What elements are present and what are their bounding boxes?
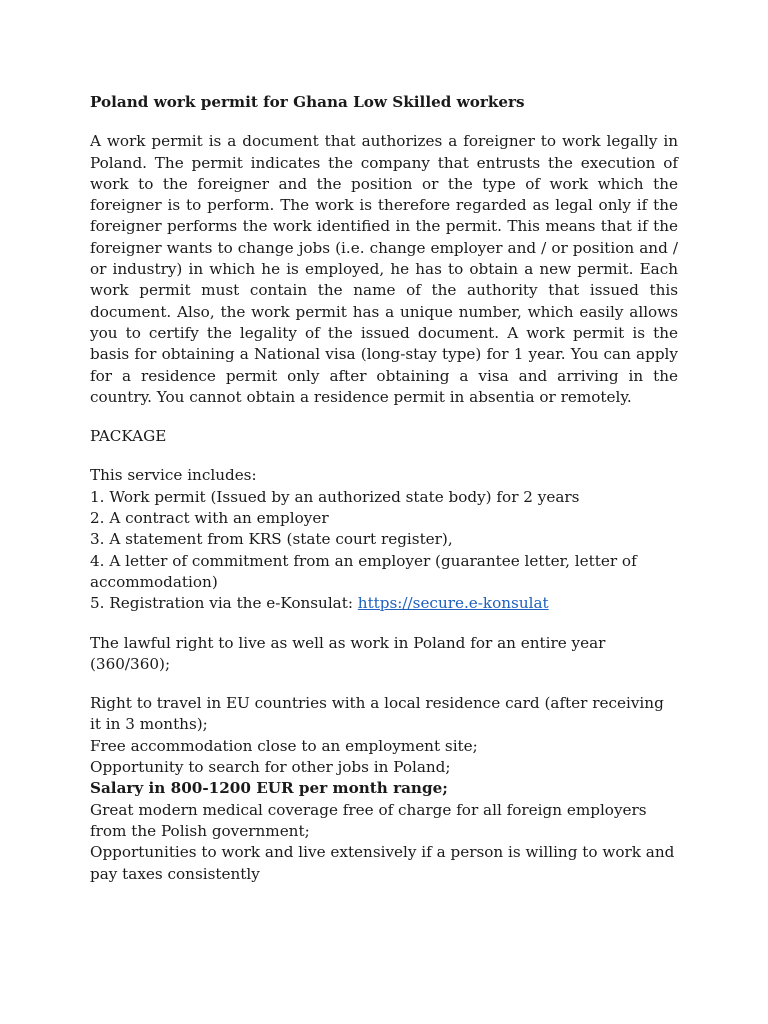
services-intro: This service includes: <box>90 466 257 485</box>
benefit-work-opportunities: Opportunities to work and live extensively if a person is willing to work and pay taxes consistently <box>90 843 675 883</box>
service-item-contract: 2. A contract with an employer <box>90 509 329 528</box>
benefit-free-accommodation: Free accommodation close to an employment site; <box>90 736 478 755</box>
service-item-registration <box>90 593 678 614</box>
service-item-work-permit: 1. Work permit (Issued by an authorized state body) for 2 years <box>90 487 580 506</box>
document-title: Poland work permit for Ghana Low Skilled workers <box>90 93 525 111</box>
salary-range: Salary in 800-1200 EUR per month range; <box>90 779 448 798</box>
benefit-job-search: Opportunity to search for other jobs in Poland; <box>90 758 451 777</box>
registration-label: 5. Registration via the e-Konsulat: <box>90 594 358 613</box>
benefit-eu-travel: Right to travel in EU countries with a local residence card (after receiving it in 3 months); <box>90 694 664 734</box>
package-heading: PACKAGE <box>90 427 167 446</box>
document-page <box>90 92 678 903</box>
benefit-medical-coverage: Great modern medical coverage free of charge for all foreign employers from the Polish government; <box>90 800 647 840</box>
service-item-letter-of-commitment: 4. A letter of commitment from an employer (guarantee letter, letter of accommodation) <box>90 551 637 591</box>
benefits-section <box>90 693 678 885</box>
e-konsulat-link[interactable]: https://secure.e-konsulat <box>357 594 549 613</box>
intro-paragraph: A work permit is a document that authorizes a foreigner to work legally in Poland. The permit indicates the company that entrusts the execution of work to the foreigner and the position or the type of work which the foreigner is to perform. The work is therefore regarded as legal only if the foreigner performs the work identified in the permit. This means that if the foreigner wants to change jobs (i.e. change employer and / or position and / or industry) in which he is employed, he has to obtain a new permit. Each work permit must contain the name of the authority that issued this document. Also, the work permit has a unique number, which easily allows you to certify the legality of the issued document. A work permit is the basis for obtaining a National visa (long-stay type) for 1 year. You can apply for a residence permit only after obtaining a visa and arriving in the country. You cannot obtain a residence permit in absentia or remotely. <box>90 132 678 406</box>
service-item-krs-statement: 3. A statement from KRS (state court register), <box>90 530 453 549</box>
lawful-right-paragraph: The lawful right to live as well as work in Poland for an entire year (360/360); <box>90 633 606 673</box>
services-section <box>90 465 678 614</box>
